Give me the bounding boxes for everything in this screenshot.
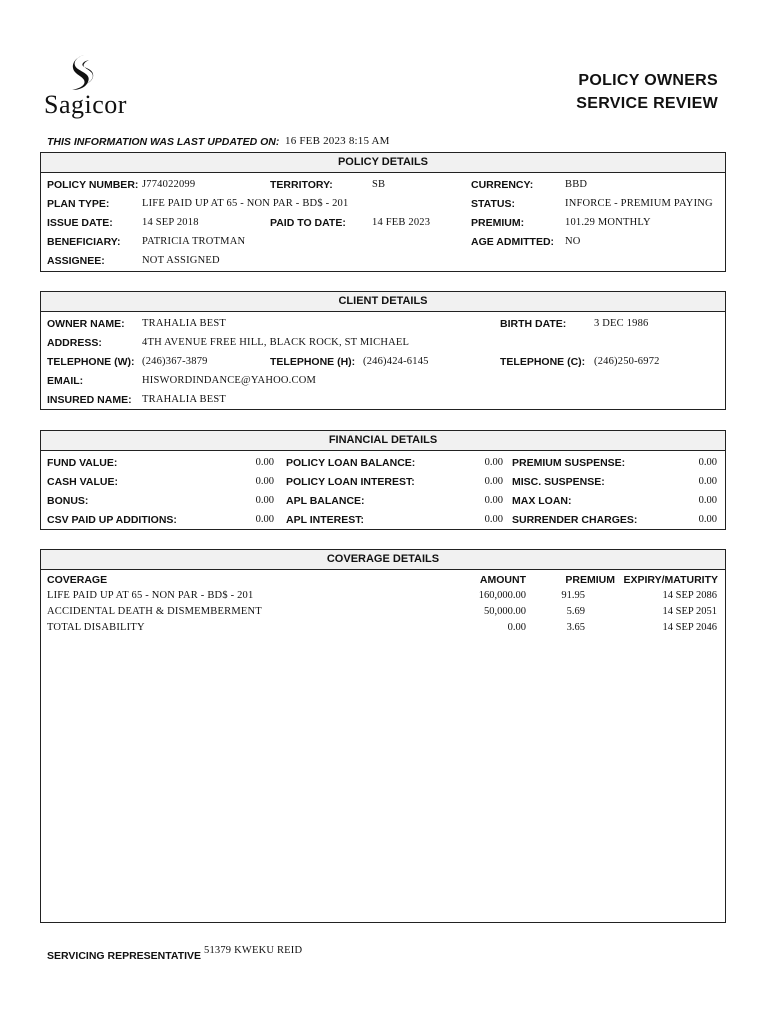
territory-label: TERRITORY: bbox=[270, 179, 333, 191]
max-loan-value: 0.00 bbox=[698, 495, 717, 506]
policy-loan-balance-label: POLICY LOAN BALANCE: bbox=[286, 457, 416, 469]
coverage-premium: 3.65 bbox=[566, 622, 585, 633]
title-line-2: SERVICE REVIEW bbox=[576, 95, 718, 112]
cash-value-value: 0.00 bbox=[255, 476, 274, 487]
beneficiary-label: BENEFICIARY: bbox=[47, 236, 121, 248]
coverage-details-heading: COVERAGE DETAILS bbox=[41, 550, 725, 570]
sagicor-logo bbox=[44, 54, 134, 126]
birth-date-value: 3 DEC 1986 bbox=[594, 318, 649, 329]
client-details-heading: CLIENT DETAILS bbox=[41, 292, 725, 312]
status-value: INFORCE - PREMIUM PAYING bbox=[565, 198, 713, 209]
coverage-column-header: COVERAGE bbox=[47, 574, 108, 586]
telephone-home-value: (246)424-6145 bbox=[363, 356, 429, 367]
assignee-label: ASSIGNEE: bbox=[47, 255, 105, 267]
birth-date-label: BIRTH DATE: bbox=[500, 318, 567, 330]
paid-to-date-label: PAID TO DATE: bbox=[270, 217, 346, 229]
servicing-representative-value: 51379 KWEKU REID bbox=[204, 945, 303, 956]
coverage-name: LIFE PAID UP AT 65 - NON PAR - BD$ - 201 bbox=[47, 590, 254, 601]
issue-date-label: ISSUE DATE: bbox=[47, 217, 113, 229]
coverage-premium: 91.95 bbox=[561, 590, 585, 601]
premium-suspense-label: PREMIUM SUSPENSE: bbox=[512, 457, 626, 469]
policy-number-value: J774022099 bbox=[142, 179, 196, 190]
coverage-amount: 0.00 bbox=[507, 622, 526, 633]
insured-name-value: TRAHALIA BEST bbox=[142, 394, 226, 405]
coverage-details-section bbox=[40, 549, 726, 923]
premium-label: PREMIUM: bbox=[471, 217, 525, 229]
client-details-section bbox=[40, 291, 726, 410]
csv-paid-up-additions-value: 0.00 bbox=[255, 514, 274, 525]
amount-column-header: AMOUNT bbox=[479, 574, 526, 586]
coverage-amount: 160,000.00 bbox=[478, 590, 526, 601]
issue-date-value: 14 SEP 2018 bbox=[142, 217, 199, 228]
document-title bbox=[576, 69, 718, 115]
policy-number-label: POLICY NUMBER: bbox=[47, 179, 139, 191]
servicing-representative-label: SERVICING REPRESENTATIVE bbox=[47, 950, 202, 962]
apl-balance-label: APL BALANCE: bbox=[286, 495, 365, 507]
owner-name-label: OWNER NAME: bbox=[47, 318, 125, 330]
age-admitted-value: NO bbox=[565, 236, 581, 247]
coverage-name: TOTAL DISABILITY bbox=[47, 622, 145, 633]
premium-value: 101.29 MONTHLY bbox=[565, 217, 651, 228]
title-line-1: POLICY OWNERS bbox=[578, 72, 718, 89]
coverage-amount: 50,000.00 bbox=[484, 606, 526, 617]
coverage-premium: 5.69 bbox=[566, 606, 585, 617]
apl-interest-value: 0.00 bbox=[484, 514, 503, 525]
csv-paid-up-additions-label: CSV PAID UP ADDITIONS: bbox=[47, 514, 177, 526]
currency-value: BBD bbox=[565, 179, 588, 190]
policy-details-section bbox=[40, 152, 726, 272]
coverage-expiry: 14 SEP 2051 bbox=[662, 606, 717, 617]
plan-type-value: LIFE PAID UP AT 65 - NON PAR - BD$ - 201 bbox=[142, 198, 349, 209]
expiry-column-header: EXPIRY/MATURITY bbox=[623, 574, 718, 586]
telephone-cell-label: TELEPHONE (C): bbox=[500, 356, 586, 368]
telephone-work-label: TELEPHONE (W): bbox=[47, 356, 135, 368]
sagicor-swirl-icon bbox=[62, 54, 102, 92]
policy-loan-balance-value: 0.00 bbox=[484, 457, 503, 468]
insured-name-label: INSURED NAME: bbox=[47, 394, 132, 406]
last-updated-label: THIS INFORMATION WAS LAST UPDATED ON: bbox=[47, 136, 280, 148]
servicing-representative bbox=[47, 945, 303, 964]
currency-label: CURRENCY: bbox=[471, 179, 534, 191]
coverage-name: ACCIDENTAL DEATH & DISMEMBERMENT bbox=[47, 606, 262, 617]
misc-suspense-value: 0.00 bbox=[698, 476, 717, 487]
email-label: EMAIL: bbox=[47, 375, 84, 387]
policy-loan-interest-value: 0.00 bbox=[484, 476, 503, 487]
telephone-work-value: (246)367-3879 bbox=[142, 356, 208, 367]
address-value: 4TH AVENUE FREE HILL, BLACK ROCK, ST MICHAEL bbox=[142, 337, 410, 348]
policy-loan-interest-label: POLICY LOAN INTEREST: bbox=[286, 476, 415, 488]
address-label: ADDRESS: bbox=[47, 337, 102, 349]
territory-value: SB bbox=[372, 179, 386, 190]
policy-details-heading: POLICY DETAILS bbox=[41, 153, 725, 173]
surrender-charges-label: SURRENDER CHARGES: bbox=[512, 514, 638, 526]
last-updated bbox=[47, 135, 390, 148]
premium-column-header: PREMIUM bbox=[565, 574, 615, 586]
fund-value-value: 0.00 bbox=[255, 457, 274, 468]
beneficiary-value: PATRICIA TROTMAN bbox=[142, 236, 246, 247]
age-admitted-label: AGE ADMITTED: bbox=[471, 236, 555, 248]
max-loan-label: MAX LOAN: bbox=[512, 495, 572, 507]
assignee-value: NOT ASSIGNED bbox=[142, 255, 220, 266]
plan-type-label: PLAN TYPE: bbox=[47, 198, 110, 210]
apl-interest-label: APL INTEREST: bbox=[286, 514, 364, 526]
fund-value-label: FUND VALUE: bbox=[47, 457, 118, 469]
coverage-expiry: 14 SEP 2086 bbox=[662, 590, 717, 601]
bonus-label: BONUS: bbox=[47, 495, 89, 507]
telephone-home-label: TELEPHONE (H): bbox=[270, 356, 356, 368]
paid-to-date-value: 14 FEB 2023 bbox=[372, 217, 431, 228]
financial-details-section bbox=[40, 430, 726, 530]
owner-name-value: TRAHALIA BEST bbox=[142, 318, 226, 329]
premium-suspense-value: 0.00 bbox=[698, 457, 717, 468]
email-value: HISWORDINDANCE@YAHOO.COM bbox=[142, 375, 317, 386]
cash-value-label: CASH VALUE: bbox=[47, 476, 118, 488]
coverage-expiry: 14 SEP 2046 bbox=[662, 622, 717, 633]
misc-suspense-label: MISC. SUSPENSE: bbox=[512, 476, 605, 488]
telephone-cell-value: (246)250-6972 bbox=[594, 356, 660, 367]
surrender-charges-value: 0.00 bbox=[698, 514, 717, 525]
bonus-value: 0.00 bbox=[255, 495, 274, 506]
status-label: STATUS: bbox=[471, 198, 515, 210]
financial-details-heading: FINANCIAL DETAILS bbox=[41, 431, 725, 451]
apl-balance-value: 0.00 bbox=[484, 495, 503, 506]
brand-name: Sagicor bbox=[44, 90, 127, 119]
last-updated-value: 16 FEB 2023 8:15 AM bbox=[285, 135, 390, 147]
